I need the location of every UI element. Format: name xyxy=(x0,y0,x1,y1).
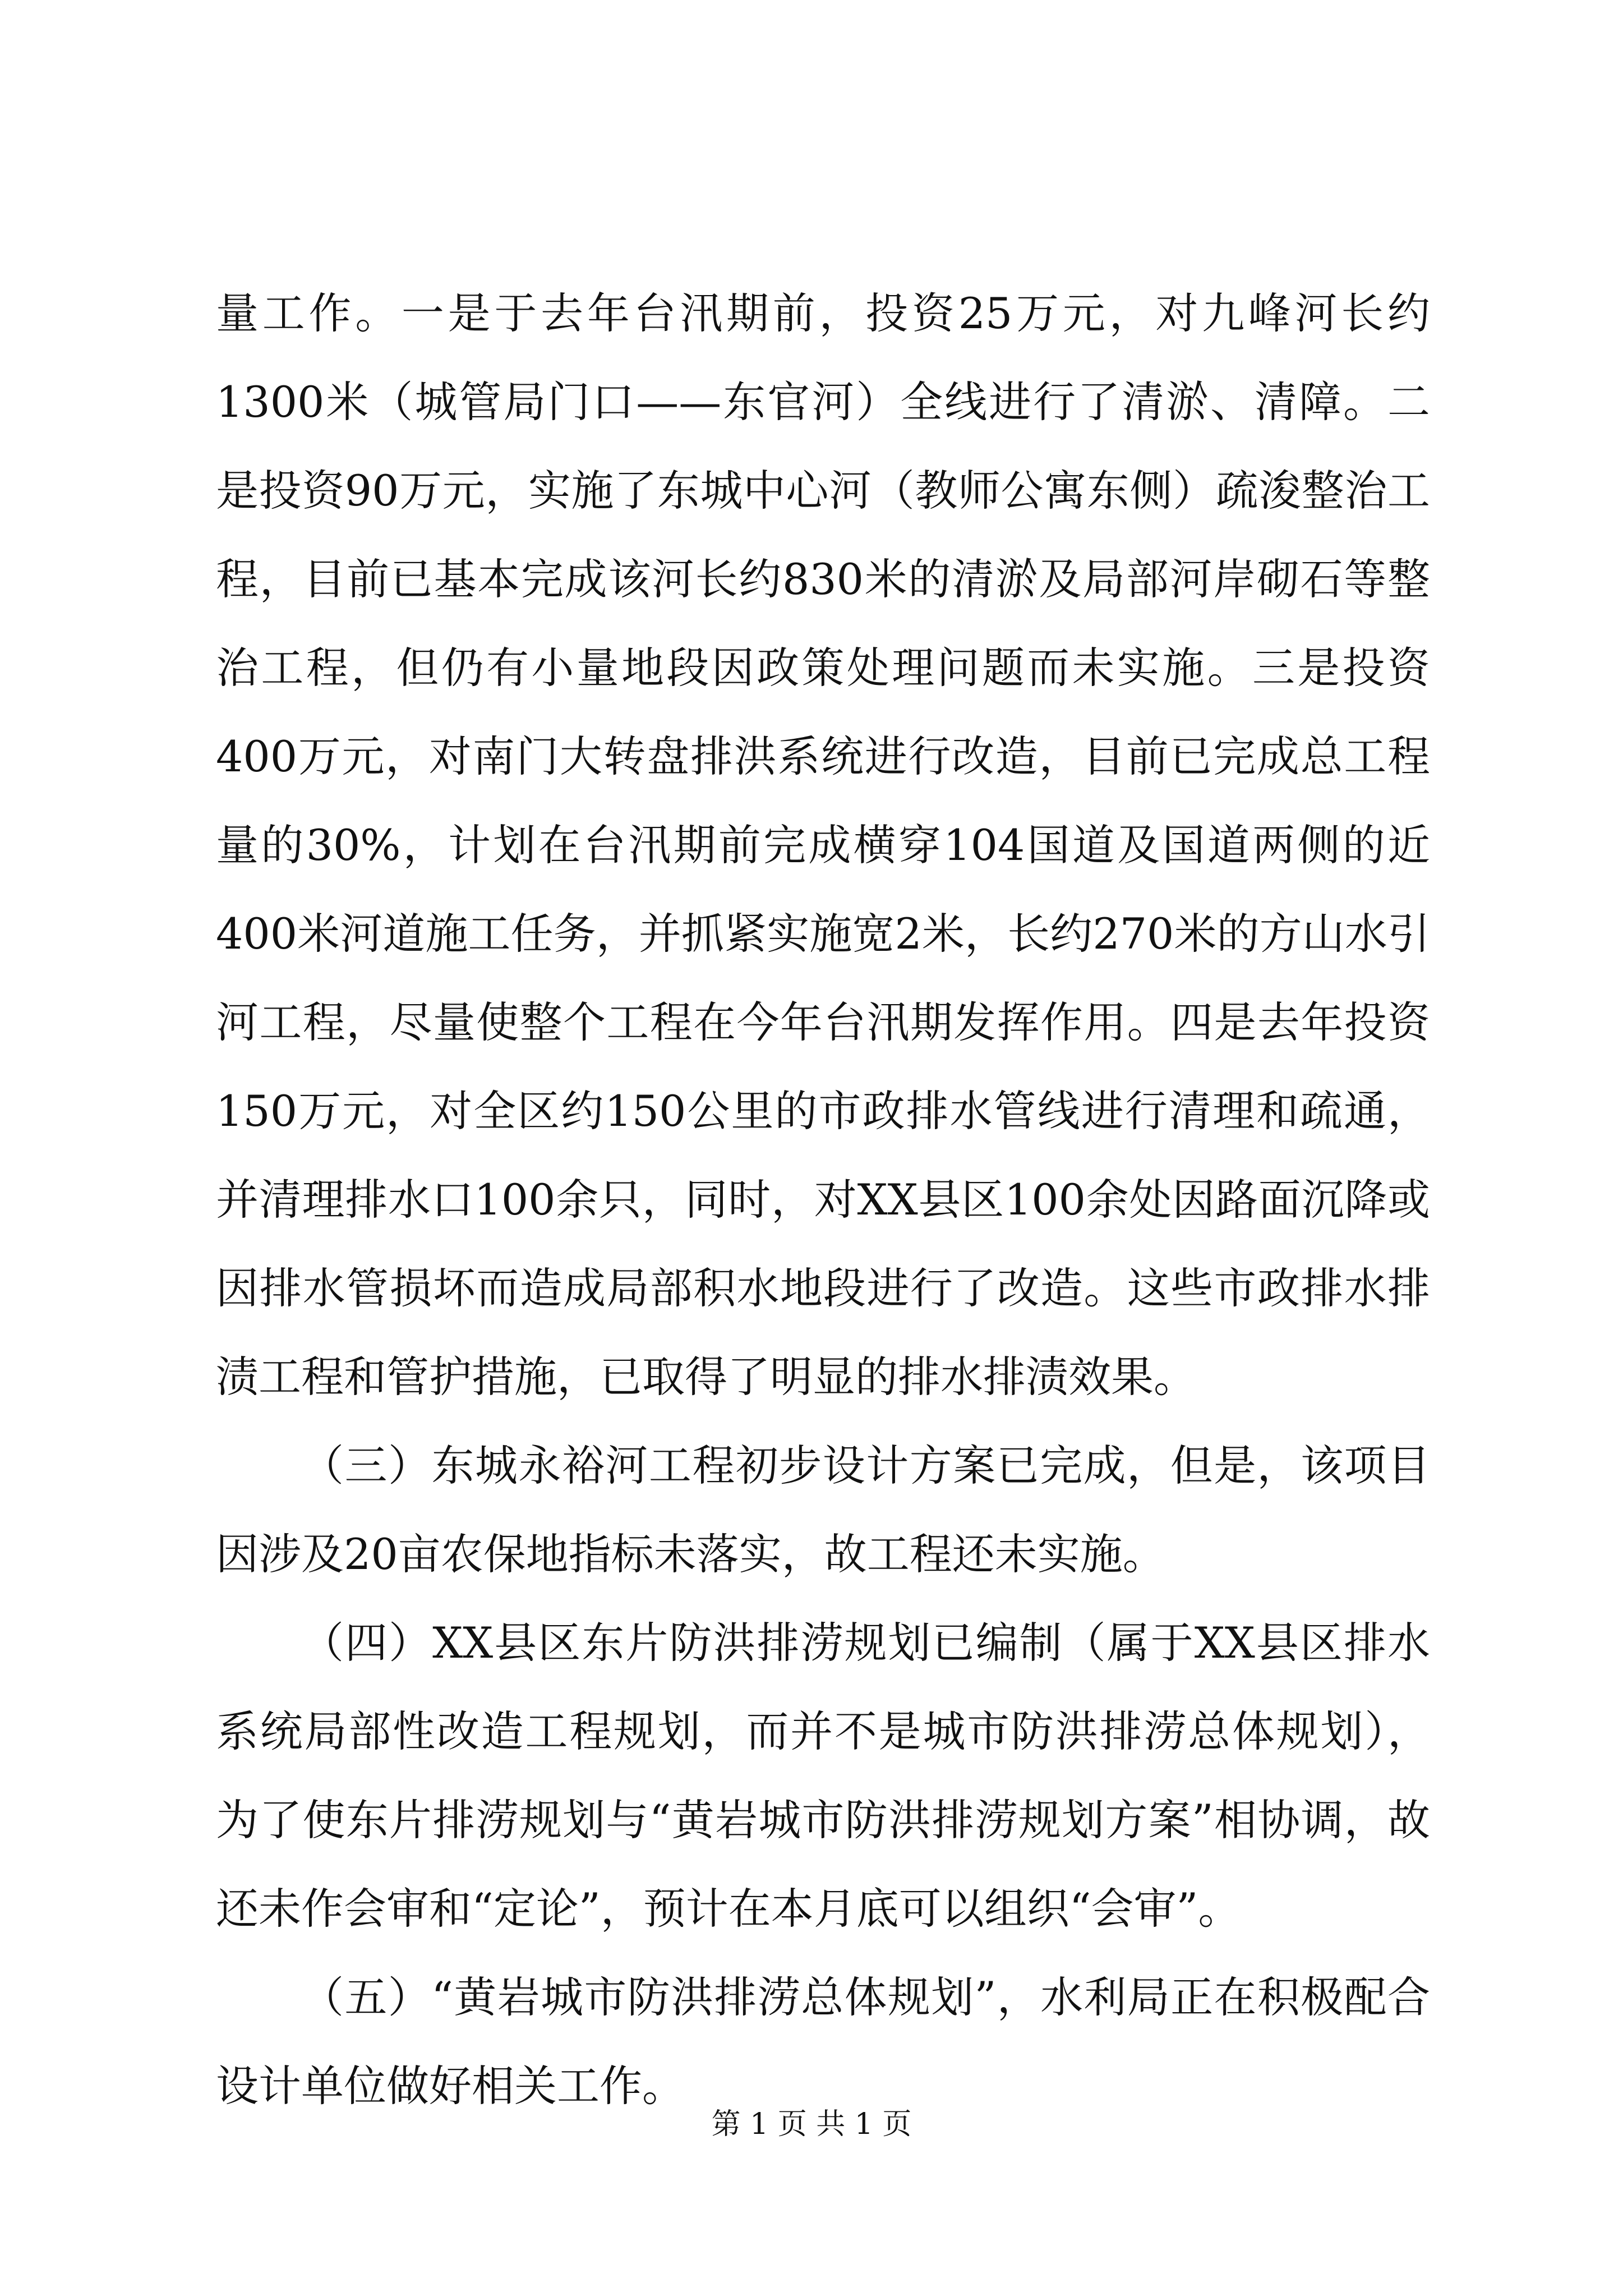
paragraph-continuation: 量工作。一是于去年台汛期前，投资25万元，对九峰河长约1300米（城管局门口——东官河）全线进行了清淤、清障。二是投资90万元，实施了东城中心河（教师公寓东侧）疏浚整治工程，目前已基本完成该河长约830米的清淤及局部河岸砌石等整治工程，但仍有小量地段因政策处理问题而未实施。三是投资400万元，对南门大转盘排洪系统进行改造，目前已完成总工程量的30%，计划在台汛期前完成横穿104国道及国道两侧的近400米河道施工任务，并抓紧实施宽2米，长约270米的方山水引河工程，尽量使整个工程在今年台汛期发挥作用。四是去年投资150万元，对全区约150公里的市政排水管线进行清理和疏通，并清理排水口100余只，同时，对XX县区100余处因路面沉降或因排水管损坏而造成局部积水地段进行了改造。这些市政排水排渍工程和管护措施，已取得了明显的排水排渍效果。 xyxy=(216,288,1430,1402)
paragraph-item-three: （三）东城永裕河工程初步设计方案已完成，但是，该项目因涉及20亩农保地指标未落实，故工程还未实施。 xyxy=(216,1441,1430,1579)
paragraph-item-five: （五）“黄岩城市防洪排涝总体规划”，水利局正在积极配合设计单位做好相关工作。 xyxy=(216,1972,1430,2111)
page-footer: 第 1 页 共 1 页 xyxy=(711,2108,912,2141)
paragraph-item-four: （四）XX县区东片防洪排涝规划已编制（属于XX县区排水系统局部性改造工程规划，而并不是城市防洪排涝总体规划），为了使东片排涝规划与“黄岩城市防洪排涝规划方案”相协调，故还未作会审和“定论”，预计在本月底可以组织“会审”。 xyxy=(216,1618,1430,1934)
document-body xyxy=(216,269,1430,2131)
